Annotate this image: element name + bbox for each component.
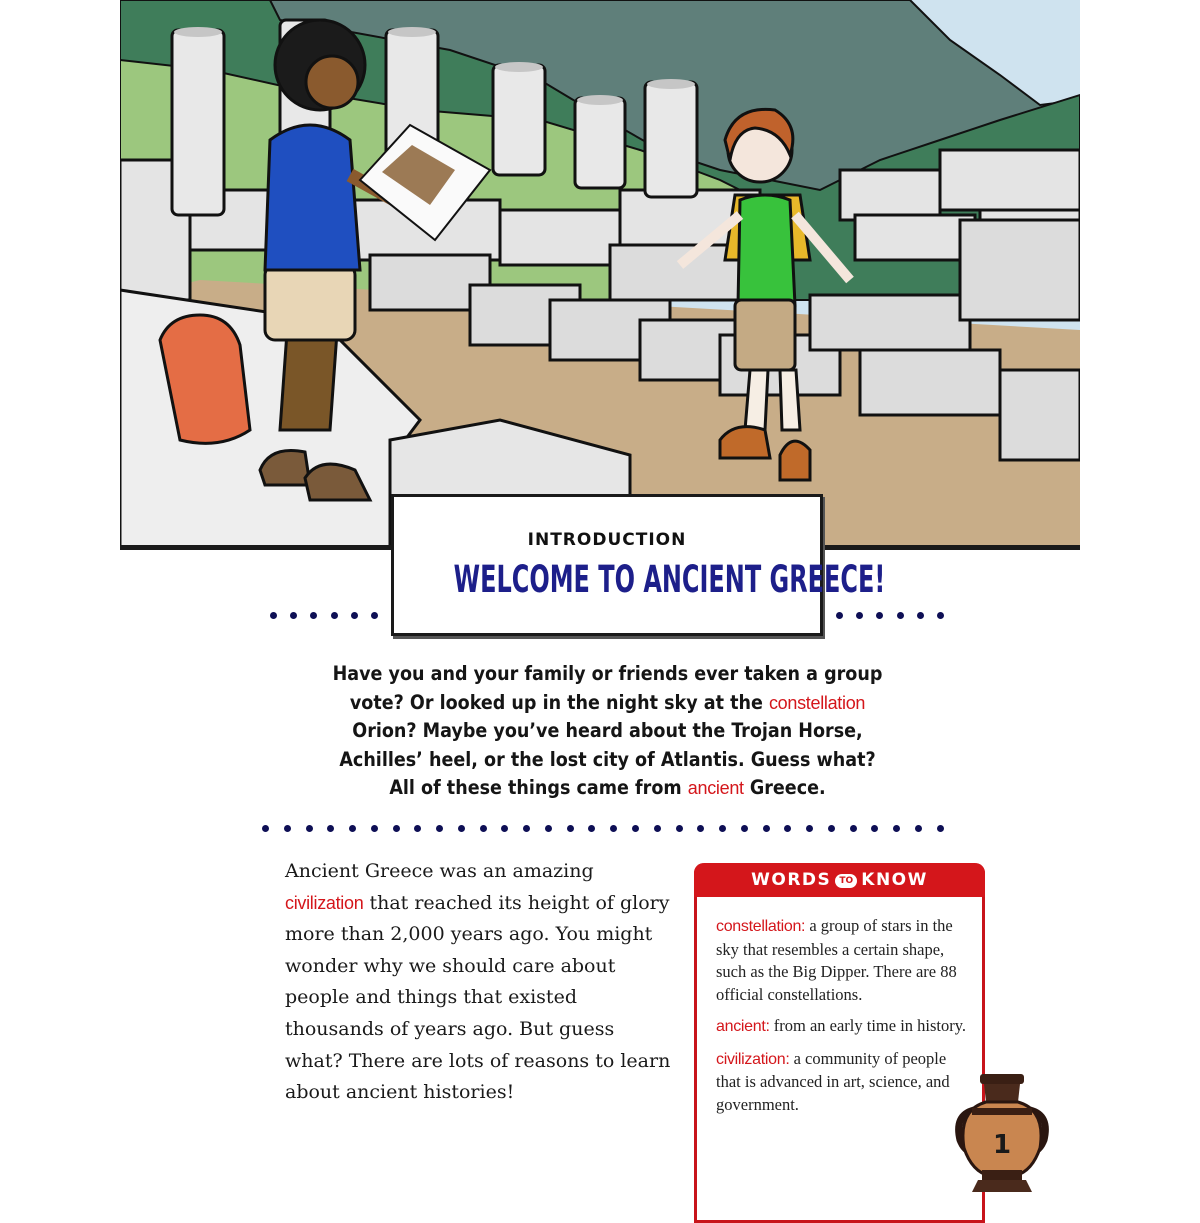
glossary-entry [716, 1048, 951, 1117]
glossary-definition: a group of stars in the sky that resembles a certain shape, such as the Big Dipper. There are 88 official constellations. [716, 916, 957, 1004]
glossary-entry [716, 1015, 968, 1039]
glossary-term: constellation: [716, 918, 806, 935]
words-to-know-header: WORDS TO KNOW [694, 863, 985, 897]
vocab-link-ancient: ancient [687, 778, 744, 798]
dot-rule-right [836, 611, 944, 619]
intro-line: Orion? Maybe you’ve heard about the Trojan Horse, [352, 719, 863, 742]
intro-line: All of these things came from ancient Greece. [389, 776, 826, 799]
intro-line: Have you and your family or friends ever taken a group [332, 662, 883, 685]
dot-rule-full [262, 824, 944, 832]
amphora-icon [952, 1070, 1052, 1200]
dot-rule-left [270, 611, 378, 619]
glossary-term: civilization: [716, 1050, 790, 1068]
words-to-know-box [694, 863, 985, 1223]
vocab-link-constellation: constellation [768, 692, 866, 713]
intro-line: vote? Or looked up in the night sky at the constellation [349, 690, 866, 714]
glossary-definition: a community of people that is advanced in art, science, and government. [716, 1048, 950, 1114]
to-badge: TO [835, 874, 857, 888]
body-paragraph: Ancient Greece was an amazing civilization that reached its height of glory more than 2,000 years ago. You might wonder why we should care about people and things that existed thousands of years ago. But guess what? There are lots of reasons to learn about ancient histories! [285, 860, 671, 1104]
glossary-term: ancient: [716, 1018, 770, 1035]
intro-paragraph [300, 660, 915, 803]
vocab-link-civilization: civilization [285, 892, 364, 913]
page-title: WELCOME TO ANCIENT GREECE! [453, 558, 886, 601]
title-box [391, 494, 886, 636]
words-to-know-list [716, 915, 968, 1125]
glossary-entry [716, 915, 968, 1006]
hero-illustration [120, 0, 1080, 550]
page-number: 1 [992, 1130, 1012, 1160]
page-number-vase [952, 1070, 1052, 1200]
glossary-definition: from an early time in history. [769, 1016, 967, 1035]
section-kicker: INTRODUCTION [527, 530, 687, 550]
intro-line: Achilles’ heel, or the lost city of Atlantis. Guess what? [339, 747, 876, 771]
